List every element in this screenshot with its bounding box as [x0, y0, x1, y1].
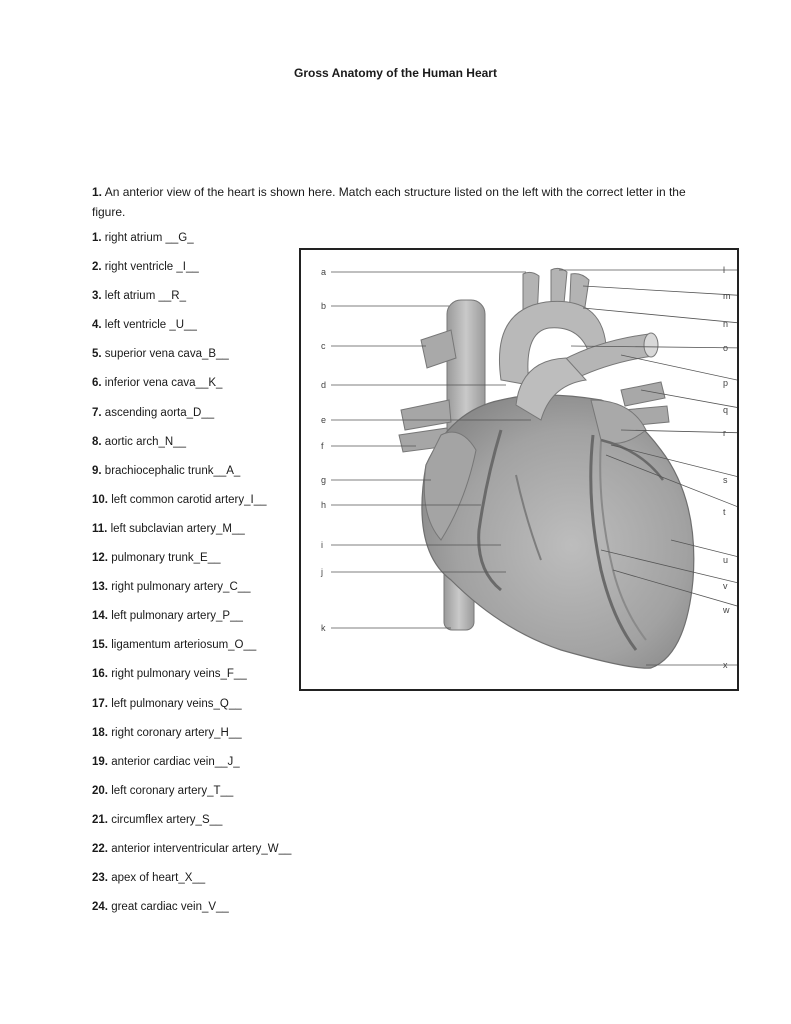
answer-text: anterior interventricular artery_W__ — [111, 842, 292, 855]
answer-item — [92, 754, 291, 783]
answer-text: left pulmonary artery_P__ — [111, 610, 243, 623]
answer-list — [92, 230, 291, 928]
figure-label-o: o — [723, 343, 729, 353]
pulmonary-artery-opening — [644, 333, 658, 357]
answer-item — [92, 579, 291, 608]
answer-text: right pulmonary veins_F__ — [111, 668, 247, 681]
question-text: An anterior view of the heart is shown here. Match each structure listed on the left with the correct letter in the figure. — [92, 185, 686, 219]
answer-item — [92, 725, 291, 754]
answer-item — [92, 696, 291, 725]
answer-number: 11. — [92, 522, 108, 535]
answer-number: 24. — [92, 901, 108, 914]
question-1 — [92, 182, 702, 222]
answer-text: right pulmonary artery_C__ — [111, 581, 251, 594]
figure-label-q: q — [723, 405, 729, 415]
answer-number: 7. — [92, 406, 102, 419]
figure-label-g: g — [321, 475, 327, 485]
answer-text: right atrium __G_ — [104, 232, 194, 244]
answer-text: pulmonary trunk_E__ — [111, 552, 221, 565]
answer-item — [92, 259, 291, 288]
answer-number: 3. — [92, 290, 102, 303]
answer-number: 22. — [92, 842, 108, 855]
answer-number: 19. — [92, 755, 108, 768]
figure-label-k: k — [321, 623, 326, 633]
answer-item — [92, 288, 291, 317]
answer-number: 6. — [92, 377, 102, 390]
answer-text: left atrium __R_ — [104, 290, 186, 303]
heart-illustration — [301, 250, 737, 689]
answer-number: 2. — [92, 261, 102, 274]
answer-number: 18. — [92, 726, 108, 739]
answer-number: 8. — [92, 435, 102, 448]
answer-number: 20. — [92, 784, 108, 797]
figure-label-e: e — [321, 415, 327, 425]
answer-number: 14. — [92, 610, 108, 623]
answer-item — [92, 899, 291, 928]
answer-number: 4. — [92, 319, 102, 332]
answer-number: 16. — [92, 668, 108, 681]
answer-number: 5. — [92, 348, 102, 361]
answer-text: left coronary artery_T__ — [111, 784, 234, 797]
answer-item — [92, 521, 291, 550]
figure-label-j: j — [321, 567, 323, 577]
figure-label-s: s — [723, 475, 728, 485]
answer-number: 1. — [92, 232, 102, 244]
figure-label-r: r — [723, 428, 726, 438]
answer-number: 23. — [92, 872, 108, 885]
answer-text: great cardiac vein_V__ — [111, 901, 229, 914]
answer-text: circumflex artery_S__ — [111, 813, 223, 826]
answer-item — [92, 434, 291, 463]
answer-text: ascending aorta_D__ — [104, 406, 215, 419]
answer-item — [92, 375, 291, 404]
question-number: 1. — [92, 185, 103, 199]
answer-text: right ventricle _I__ — [104, 261, 199, 274]
answer-item — [92, 608, 291, 637]
figure-label-c: c — [321, 341, 326, 351]
answer-number: 13. — [92, 581, 108, 594]
answer-text: inferior vena cava__K_ — [104, 377, 223, 390]
answer-item — [92, 230, 291, 259]
answer-item — [92, 812, 291, 841]
figure-label-n: n — [723, 319, 729, 329]
answer-text: anterior cardiac vein__J_ — [111, 755, 240, 768]
figure-label-m: m — [723, 291, 731, 301]
answer-number: 15. — [92, 639, 108, 652]
answer-number: 9. — [92, 464, 102, 477]
answer-item — [92, 841, 291, 870]
figure-label-b: b — [321, 301, 327, 311]
answer-item — [92, 463, 291, 492]
answer-text: ligamentum arteriosum_O__ — [111, 639, 257, 652]
answer-item — [92, 346, 291, 375]
answer-item — [92, 666, 291, 695]
figure-label-d: d — [321, 380, 327, 390]
answer-number: 21. — [92, 813, 108, 826]
answer-item — [92, 492, 291, 521]
answer-text: left common carotid artery_I__ — [111, 493, 267, 506]
page-title: Gross Anatomy of the Human Heart — [294, 66, 497, 80]
figure-label-v: v — [723, 581, 728, 591]
figure-label-p: p — [723, 378, 729, 388]
answer-item — [92, 317, 291, 346]
answer-item — [92, 405, 291, 434]
answer-number: 12. — [92, 552, 108, 565]
answer-item — [92, 550, 291, 579]
answer-text: brachiocephalic trunk__A_ — [104, 464, 241, 477]
figure-label-a: a — [321, 267, 327, 277]
figure-label-u: u — [723, 555, 729, 565]
answer-text: left subclavian artery_M__ — [110, 522, 245, 535]
answer-text: left ventricle _U__ — [104, 319, 197, 332]
figure-label-h: h — [321, 500, 327, 510]
figure-label-f: f — [321, 441, 324, 451]
answer-number: 10. — [92, 493, 108, 506]
figure-label-w: w — [723, 605, 730, 615]
figure-label-l: l — [723, 265, 725, 275]
answer-text: right coronary artery_H__ — [111, 726, 242, 739]
answer-text: aortic arch_N__ — [104, 435, 186, 448]
answer-text: apex of heart_X__ — [111, 872, 206, 885]
figure-label-x: x — [723, 660, 728, 670]
figure-label-t: t — [723, 507, 726, 517]
figure-label-i: i — [321, 540, 323, 550]
answer-number: 17. — [92, 697, 108, 710]
answer-text: left pulmonary veins_Q__ — [111, 697, 242, 710]
heart-figure — [299, 248, 739, 691]
answer-item — [92, 870, 291, 899]
answer-item — [92, 783, 291, 812]
answer-item — [92, 637, 291, 666]
answer-text: superior vena cava_B__ — [104, 348, 229, 361]
